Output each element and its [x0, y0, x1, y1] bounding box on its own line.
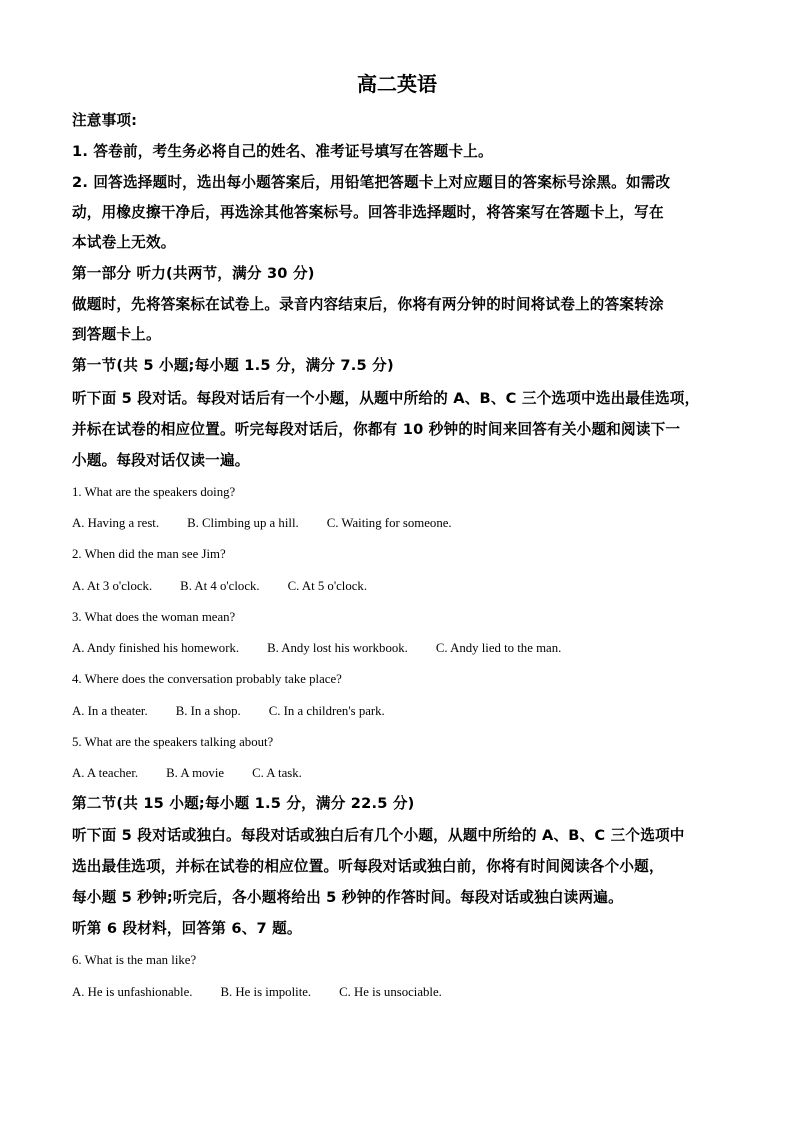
- section1-instructions-line-3: 小题。每段对话仅读一遍。: [72, 452, 250, 469]
- section2-instructions-line-2: 选出最佳选项，并标在试卷的相应位置。听每段对话或独白前，你将有时间阅读各个小题，: [72, 858, 664, 875]
- section2-instructions-line-3: 每小题 5 秒钟;听完后，各小题将给出 5 秒钟的作答时间。每段对话或独白读两遍。: [72, 889, 623, 906]
- question-6-options: [72, 983, 732, 1001]
- question-1-option-a[interactable]: A. Having a rest.: [72, 516, 160, 530]
- question-2-option-b[interactable]: B. At 4 o'clock.: [180, 579, 260, 593]
- part1-heading: 第一部分 听力(共两节，满分 30 分): [72, 265, 315, 282]
- question-6-stem: 6. What is the man like?: [72, 953, 197, 967]
- question-2-stem: 2. When did the man see Jim?: [72, 547, 226, 561]
- notice-item-2-line-1: 2. 回答选择题时，选出每小题答案后，用铅笔把答题卡上对应题目的答案标号涂黑。如需改: [72, 174, 671, 191]
- notice-item-2-line-3: 本试卷上无效。: [72, 234, 176, 251]
- part1-instructions-line-2: 到答题卡上。: [72, 326, 161, 343]
- notice-item-1: 1. 答卷前，考生务必将自己的姓名、准考证号填写在答题卡上。: [72, 143, 493, 160]
- question-1-option-b[interactable]: B. Climbing up a hill.: [187, 516, 299, 530]
- section1-instructions-line-2: 并标在试卷的相应位置。听完每段对话后，你都有 10 秒钟的时间来回答有关小题和阅读下一: [72, 421, 681, 438]
- question-3-stem: 3. What does the woman mean?: [72, 610, 236, 624]
- question-2-options: [72, 577, 732, 595]
- material-6-heading: 听第 6 段材料，回答第 6、7 题。: [72, 920, 302, 937]
- question-6-option-b[interactable]: B. He is impolite.: [220, 985, 312, 999]
- part1-instructions-line-1: 做题时，先将答案标在试卷上。录音内容结束后，你将有两分钟的时间将试卷上的答案转涂: [72, 296, 664, 313]
- question-2-option-a[interactable]: A. At 3 o'clock.: [72, 579, 153, 593]
- question-4-option-a[interactable]: A. In a theater.: [72, 704, 148, 718]
- question-5-option-a[interactable]: A. A teacher.: [72, 766, 139, 780]
- question-1-option-c[interactable]: C. Waiting for someone.: [326, 516, 452, 530]
- section2-heading: 第二节(共 15 小题;每小题 1.5 分，满分 22.5 分): [72, 795, 415, 812]
- question-5-option-b[interactable]: B. A movie: [166, 766, 225, 780]
- section1-heading: 第一节(共 5 小题;每小题 1.5 分，满分 7.5 分): [72, 357, 394, 374]
- question-3-option-b[interactable]: B. Andy lost his workbook.: [267, 641, 408, 655]
- question-5-stem: 5. What are the speakers talking about?: [72, 735, 274, 749]
- question-4-options: [72, 702, 732, 720]
- question-2-option-c[interactable]: C. At 5 o'clock.: [287, 579, 368, 593]
- question-4-option-c[interactable]: C. In a children's park.: [268, 704, 385, 718]
- question-3-options: [72, 639, 732, 657]
- question-3-option-a[interactable]: A. Andy finished his homework.: [72, 641, 240, 655]
- page-title: 高二英语: [357, 72, 437, 96]
- question-4-option-b[interactable]: B. In a shop.: [175, 704, 241, 718]
- question-1-options: [72, 514, 732, 532]
- question-1-stem: 1. What are the speakers doing?: [72, 485, 236, 499]
- question-5-option-c[interactable]: C. A task.: [252, 766, 302, 780]
- question-6-option-a[interactable]: A. He is unfashionable.: [72, 985, 193, 999]
- notice-heading: 注意事项:: [72, 112, 138, 129]
- notice-item-2-line-2: 动，用橡皮擦干净后，再选涂其他答案标号。回答非选择题时，将答案写在答题卡上，写在: [72, 204, 664, 221]
- question-4-stem: 4. Where does the conversation probably take place?: [72, 672, 342, 686]
- question-5-options: [72, 764, 732, 782]
- question-3-option-c[interactable]: C. Andy lied to the man.: [435, 641, 562, 655]
- section2-instructions-line-1: 听下面 5 段对话或独白。每段对话或独白后有几个小题，从题中所给的 A、B、C 三个选项中: [72, 827, 685, 844]
- section1-instructions-line-1: 听下面 5 段对话。每段对话后有一个小题，从题中所给的 A、B、C 三个选项中选出最佳选项，: [72, 390, 700, 407]
- question-6-option-c[interactable]: C. He is unsociable.: [339, 985, 442, 999]
